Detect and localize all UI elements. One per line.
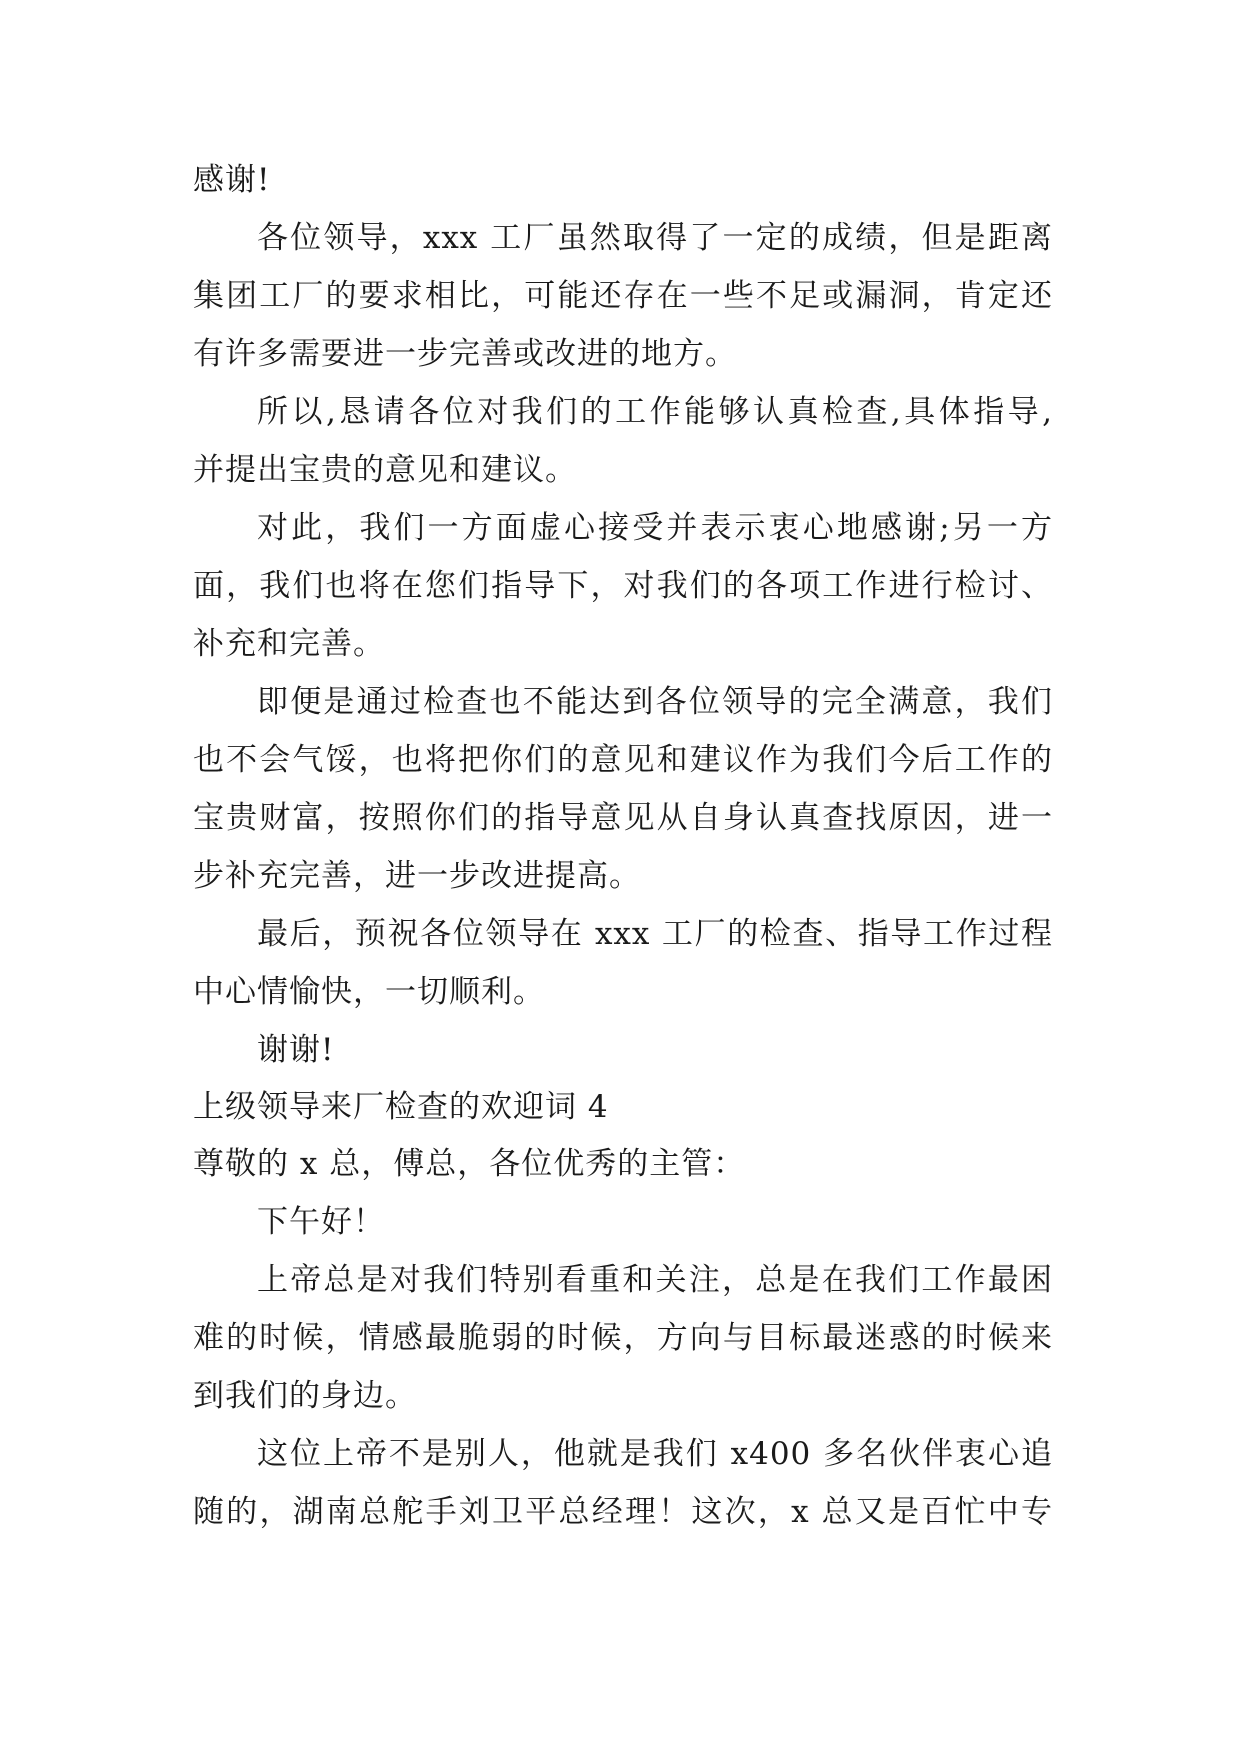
salutation: 尊敬的 x 总，傅总，各位优秀的主管： — [193, 1146, 746, 1182]
paragraph-line: 上帝总是对我们特别看重和关注，总是在我们工作最困 — [257, 1262, 1053, 1298]
section-heading: 上级领导来厂检查的欢迎词 4 — [193, 1089, 609, 1125]
paragraph-line: 并提出宝贵的意见和建议。 — [193, 452, 577, 488]
paragraph-line: 到我们的身边。 — [193, 1378, 417, 1414]
greeting: 下午好！ — [257, 1204, 385, 1240]
paragraph-line: 随的，湖南总舵手刘卫平总经理！这次，x 总又是百忙中专 — [193, 1494, 1053, 1530]
paragraph-line: 中心情愉快，一切顺利。 — [193, 974, 545, 1010]
paragraph-line: 最后，预祝各位领导在 xxx 工厂的检查、指导工作过程 — [257, 916, 1053, 952]
paragraph-line: 感谢! — [193, 162, 271, 198]
paragraph-line: 各位领导，xxx 工厂虽然取得了一定的成绩，但是距离 — [257, 220, 1053, 256]
paragraph-line: 宝贵财富，按照你们的指导意见从自身认真查找原因，进一 — [193, 800, 1053, 836]
paragraph-line: 难的时候，情感最脆弱的时候，方向与目标最迷惑的时候来 — [193, 1320, 1053, 1356]
paragraph-line: 谢谢! — [257, 1032, 335, 1068]
paragraph-line: 也不会气馁，也将把你们的意见和建议作为我们今后工作的 — [193, 742, 1053, 778]
paragraph-line: 集团工厂的要求相比，可能还存在一些不足或漏洞，肯定还 — [193, 278, 1053, 314]
paragraph-line: 补充和完善。 — [193, 626, 385, 662]
paragraph-line: 这位上帝不是别人，他就是我们 x400 多名伙伴衷心追 — [257, 1436, 1053, 1472]
paragraph-line: 即便是通过检查也不能达到各位领导的完全满意，我们 — [257, 684, 1053, 720]
paragraph-line: 面，我们也将在您们指导下，对我们的各项工作进行检讨、 — [193, 568, 1053, 604]
paragraph-line: 有许多需要进一步完善或改进的地方。 — [193, 336, 737, 372]
paragraph-line: 对此，我们一方面虚心接受并表示衷心地感谢;另一方 — [257, 510, 1053, 546]
paragraph-line: 所以,恳请各位对我们的工作能够认真检查,具体指导, — [257, 394, 1053, 430]
paragraph-line: 步补充完善，进一步改进提高。 — [193, 858, 641, 894]
